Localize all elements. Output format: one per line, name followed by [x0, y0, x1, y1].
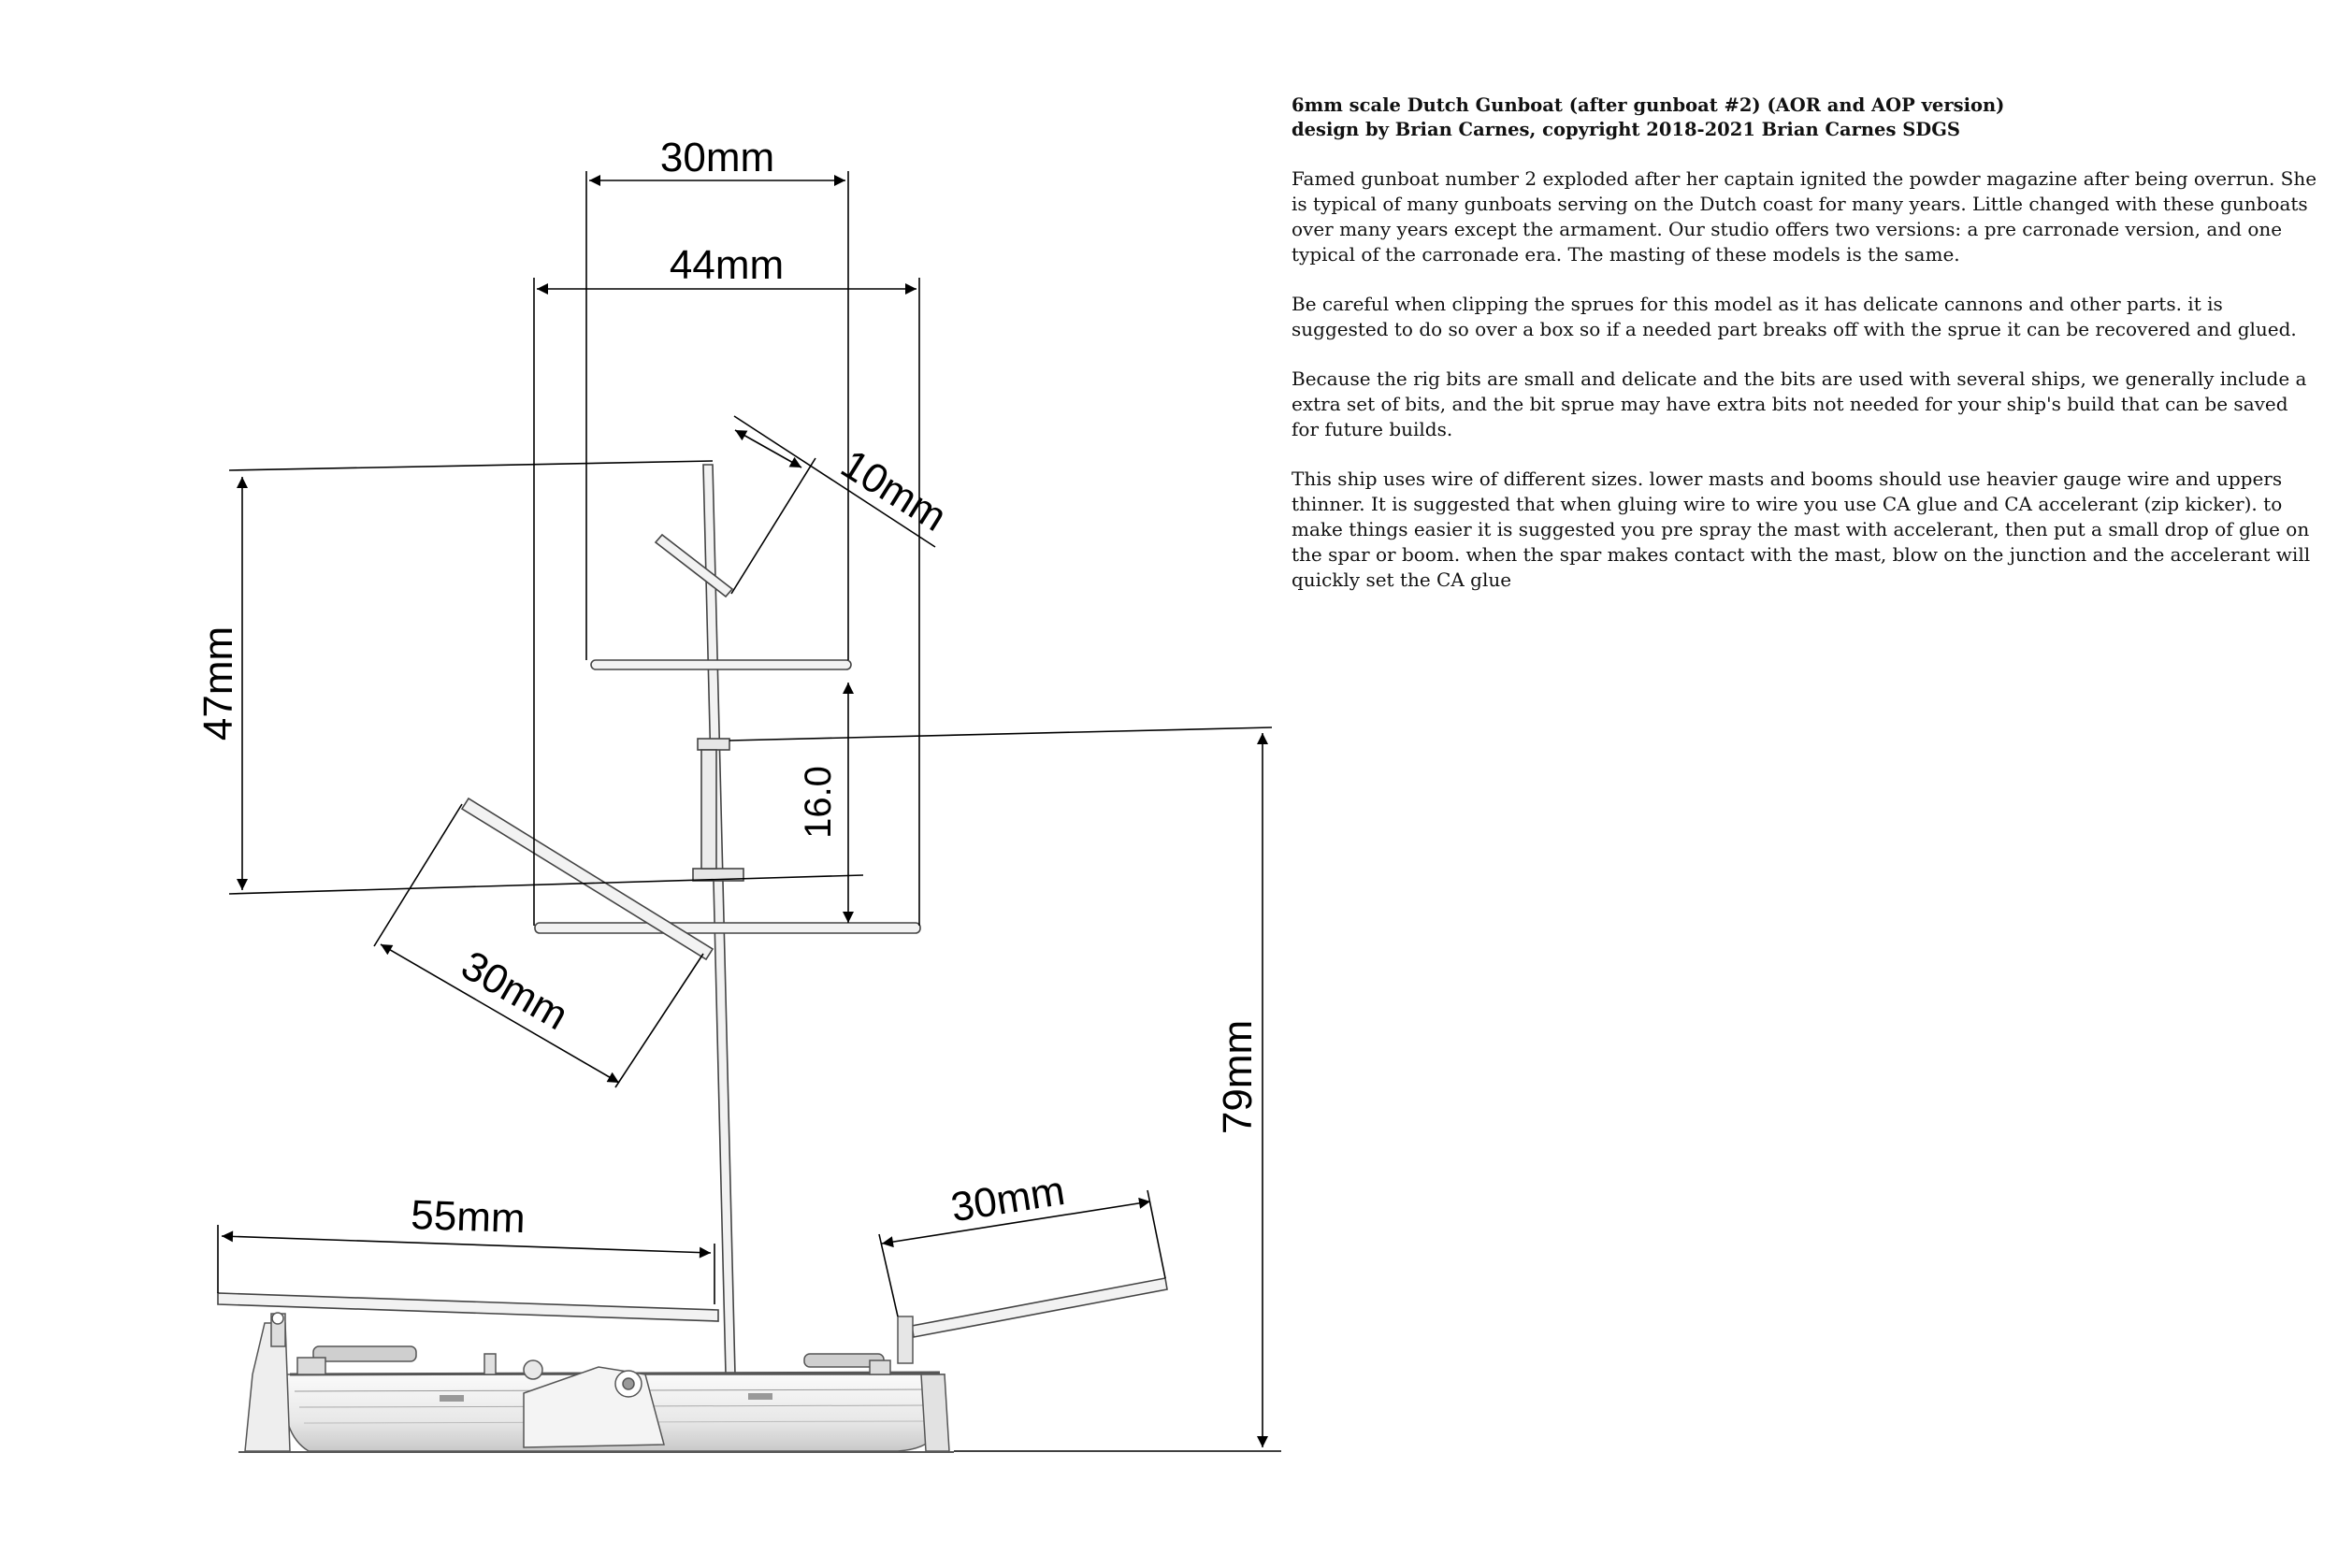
label-topmast-spar: 10mm — [832, 440, 955, 540]
label-overall-height: 79mm — [1215, 1019, 1261, 1135]
lower-gaff — [462, 798, 713, 959]
label-bowsprit: 30mm — [947, 1167, 1068, 1231]
mast-doubling — [701, 750, 716, 869]
notes-title-line1: 6mm scale Dutch Gunboat (after gunboat #2) (AOR and AOP version) — [1292, 94, 2005, 116]
notes-title — [1292, 94, 2320, 142]
label-boom: 55mm — [410, 1191, 527, 1243]
label-upper-mast-height: 47mm — [195, 626, 241, 741]
dimensions — [218, 171, 1281, 1451]
notes-title-line2: design by Brian Carnes, copyright 2018-2021 Brian Carnes SDGS — [1292, 119, 1960, 140]
bowsprit-bitt — [898, 1316, 913, 1363]
stern-cannon — [313, 1346, 416, 1361]
notes-paragraph-wire: This ship uses wire of different sizes. lower masts and booms should use heavier gauge wire and uppers thinner. It is suggested that when gluing wire to wire you use CA glue and CA accelerant (zip kicker). to make things easier it is suggested you pre spray the mast with accelerant, then put a small drop of glue on the spar or boom. when the spar makes contact with the mast, blow on the junction and the accelerant will quickly set the CA glue — [1292, 468, 2311, 591]
build-notes — [1292, 94, 2320, 593]
main-mast — [703, 465, 735, 1374]
lower-yard — [535, 923, 920, 933]
hull — [238, 1313, 954, 1452]
label-lower-yard: 44mm — [669, 242, 785, 288]
bow — [921, 1374, 949, 1451]
mast-cap-upper — [698, 739, 729, 750]
label-topmast-section: 16.0 — [798, 766, 839, 839]
boom — [218, 1293, 718, 1321]
top-yard — [591, 660, 851, 669]
label-top-yard: 30mm — [659, 135, 775, 180]
bowsprit — [912, 1278, 1167, 1337]
notes-paragraph-clipping: Be careful when clipping the sprues for this model as it has delicate cannons and other parts. it is suggested to do so over a box so if a needed part breaks off with the sprue it can be recovered and glued. — [1292, 293, 2297, 340]
notes-paragraph-extra-bits: Because the rig bits are small and delicate and the bits are used with several ships, we generally include a extra set of bits, and the bit sprue may have extra bits not needed for your ship's build that can be saved for future builds. — [1292, 367, 2307, 440]
dim-line-topmast-spar — [735, 430, 801, 468]
rigging — [218, 465, 1167, 1374]
label-gaff: 30mm — [454, 942, 576, 1040]
notes-paragraph-history: Famed gunboat number 2 exploded after her captain ignited the powder magazine after being overrun. She is typical of many gunboats serving on the Dutch coast for many years. Little changed with these gunboats over many years except the armament. Our studio offers two versions: a pre carronade version, and one typical of the carronade era. The masting of these models is the same. — [1292, 167, 2317, 266]
top-gaff — [656, 535, 732, 597]
